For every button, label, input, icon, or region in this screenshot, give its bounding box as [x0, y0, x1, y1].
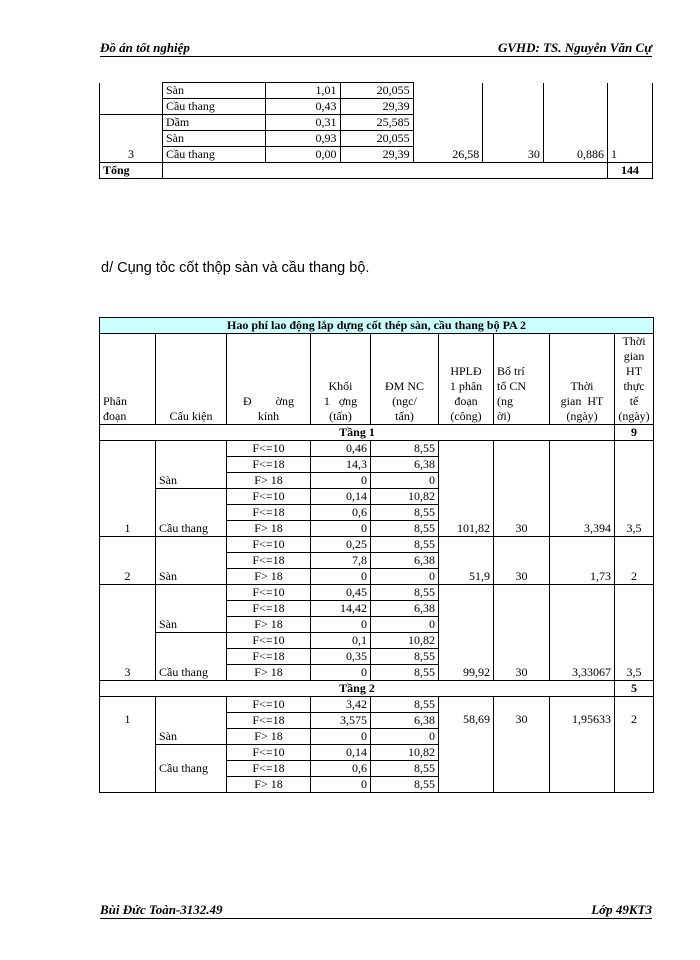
floor-total: 9 [615, 425, 654, 441]
cell-phan-doan: 3 [100, 147, 163, 163]
table-row: 2 Sàn F<=10 0,25 8,55 51,9 30 1,73 2 [100, 537, 654, 553]
col-khoi-luong: Khối 1 ợng (tấn) [311, 334, 371, 425]
section-heading: d/ Cụng tỏc cốt thộp sàn và cầu thang bộ. [101, 260, 370, 276]
header-row [100, 334, 654, 425]
cell-thoi-gian: 1,95633 [550, 697, 615, 793]
labor-cost-table: Hao phí lao động lắp dựng cốt thép sàn, cầu thang bộ PA 2 Phân đoạn Cấu kiện Đ ờng kính Khối 1 ợng (tấn) ĐM NC (ngc/ tấn) HPLĐ 1 phân đoạn (công) Bố trí tổ CN (ng ời) Thời gian HT (ngày) Thời gian HT thực tế (ngày) Tầng 1 9 1 Sàn F<=10 0,46 8,55 101,82 30 3,394 3,5 F<=18 14,3 6,38 F> 18 0 0 Cầu thang F<=10 0,14 10,82 F<=18 0,6 8,55 F> 18 0 8,55 2 Sàn F<=10 0,25 8,55 51,9 30 1,73 2 F<=18 7,8 6,38 F> 18 0 0 3 Sàn F<=10 0,45 8,55 99,92 30 3,33067 3,5 F<=18 14,42 6,38 F> 18 0 0 Cầu thang F<=10 0,1 10,82 F<=18 0,35 8,55 F> 18 0 8,55 Tầng 2 5 1 Sàn F<=10 3,42 8,55 58,69 30 1,95633 2 F<=18 3,575 6,38 F> 18 0 0 Cầu thang F<=10 0,14 10,82 F<=18 0,6 8,55 F> 18 0 8,55 [99, 317, 654, 793]
cell-bo-tri: 30 [494, 697, 550, 793]
cell-cau-kien: Sàn [162, 83, 265, 99]
summary-table-continued [99, 82, 653, 179]
cell-cau-kien: Cầu thang [156, 489, 227, 537]
cell-hpld: 101,82 [439, 441, 494, 537]
cell-thuc-te: 2 [615, 697, 654, 793]
cell-cau-kien: Sàn [156, 697, 227, 745]
table-row [100, 147, 653, 163]
floor-total: 5 [615, 681, 654, 697]
cell-cau-kien: Sàn [156, 585, 227, 633]
col-thoi-gian: Thời gian HT (ngày) [550, 334, 615, 425]
cell-cau-kien: Sàn [162, 131, 265, 147]
cell-khoi-luong: 1,01 [266, 83, 340, 99]
footer-left: Bùi Đức Toàn-3132.49 [100, 902, 223, 917]
cell-thuc-te: 2 [615, 537, 654, 585]
col-thuc-te: Thời gian HT thực tế (ngày) [615, 334, 654, 425]
floor-label: Tầng 2 [100, 681, 615, 697]
cell-cau-kien: Dầm [162, 115, 265, 131]
col-phan-doan: Phân đoạn [100, 334, 156, 425]
cell-bo-tri: 30 [483, 147, 544, 163]
col-bo-tri: Bố trí tổ CN (ng ời) [494, 334, 550, 425]
cell-thoi-gian: 3,394 [550, 441, 615, 537]
cell-thuc-te: 3,5 [615, 441, 654, 537]
cell-thuc-te: 3,5 [615, 585, 654, 681]
cell-hpld: 58,69 [439, 697, 494, 793]
cell-hpld: 99,92 [439, 585, 494, 681]
col-cau-kien: Cấu kiện [156, 334, 227, 425]
cell-khoi-luong: 0,43 [266, 99, 340, 115]
cell-khoi-luong: 0,93 [266, 131, 340, 147]
col-duong-kinh: Đ ờng kính [227, 334, 311, 425]
cell-cau-kien: Cầu thang [162, 99, 265, 115]
table-row: 3 Sàn F<=10 0,45 8,55 99,92 30 3,33067 3,5 [100, 585, 654, 601]
footer-right: Lớp 49KT3 [591, 902, 652, 917]
cell-bo-tri: 30 [494, 585, 550, 681]
cell-cau-kien: Sàn [156, 537, 227, 585]
table-row [100, 131, 653, 147]
table-row [100, 99, 653, 115]
cell-bo-tri: 30 [494, 441, 550, 537]
cell-phan-doan: 2 [100, 537, 156, 585]
table-row [100, 115, 653, 131]
cell-dinh-muc: 29,39 [340, 99, 413, 115]
cell-cau-kien: Cầu thang [156, 633, 227, 681]
table-title: Hao phí lao động lắp dựng cốt thép sàn, cầu thang bộ PA 2 [100, 318, 654, 334]
header-left: Đồ án tốt nghiệp [100, 40, 190, 55]
page-footer [100, 900, 652, 919]
floor-row [100, 681, 654, 697]
cell-cau-kien: Cầu thang [162, 147, 265, 163]
page-header [100, 38, 652, 57]
cell-khoi-luong: 0,00 [266, 147, 340, 163]
total-value: 144 [607, 163, 652, 179]
table-row: 1 Sàn F<=10 3,42 8,55 58,69 30 1,95633 2 [100, 697, 654, 713]
cell-dinh-muc: 29,39 [340, 147, 413, 163]
cell-khoi-luong: 0,31 [266, 115, 340, 131]
floor-row [100, 425, 654, 441]
cell-dinh-muc: 20,055 [340, 83, 413, 99]
cell-thoi-gian: 0,886 [543, 147, 607, 163]
total-row [100, 163, 653, 179]
cell-thuc-te: 1 [607, 147, 652, 163]
cell-bo-tri: 30 [494, 537, 550, 585]
total-label: Tổng [100, 163, 163, 179]
cell-dinh-muc: 20,055 [340, 131, 413, 147]
col-hpld: HPLĐ 1 phân đoạn (công) [439, 334, 494, 425]
floor-label: Tầng 1 [100, 425, 615, 441]
cell-phan-doan: 1 [100, 441, 156, 537]
cell-thoi-gian: 3,33067 [550, 585, 615, 681]
cell-cau-kien: Sàn [156, 441, 227, 489]
cell-thoi-gian: 1,73 [550, 537, 615, 585]
cell-cau-kien: Cầu thang [156, 745, 227, 793]
cell-phan-doan: 1 [100, 697, 156, 793]
cell-hpld: 26,58 [413, 147, 483, 163]
col-dm-nc: ĐM NC (ngc/ tấn) [371, 334, 439, 425]
cell-dinh-muc: 25,585 [340, 115, 413, 131]
cell-phan-doan: 3 [100, 585, 156, 681]
table-row [100, 83, 653, 99]
cell-hpld: 51,9 [439, 537, 494, 585]
header-right: GVHD: TS. Nguyễn Văn Cự [497, 40, 652, 55]
table-row: 1 Sàn F<=10 0,46 8,55 101,82 30 3,394 3,5 [100, 441, 654, 457]
